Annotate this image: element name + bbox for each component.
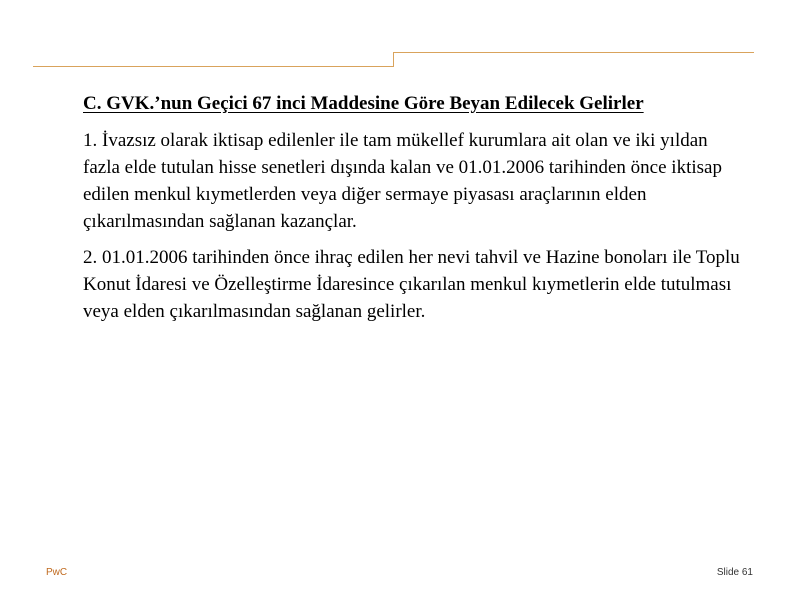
paragraph-2: 2. 01.01.2006 tarihinden önce ihraç edilen her nevi tahvil ve Hazine bonoları ile Toplu Konut İdaresi ve Özelleştirme İdaresince çıkarılan menkul kıymetlerin elde tutulması veya elden çıkarılmasından sağlanan gelirler. [83, 247, 740, 322]
header-divider-right [393, 52, 754, 53]
paragraph-1: 1. İvazsız olarak iktisap edilenler ile tam mükellef kurumlara ait olan ve iki yıldan fazla elde tutulan hisse senetleri dışında kalan ve 01.01.2006 tarihinden önce iktisap edilen menkul kıymetlerden veya diğer sermaye piyasası araçlarının elden çıkarılmasından sağlanan kazançlar. [83, 130, 722, 232]
slide-content [83, 91, 743, 334]
slide-heading: C. GVK.’nun Geçici 67 inci Maddesine Göre Beyan Edilecek Gelirler [83, 93, 644, 114]
footer-brand: PwC [46, 567, 68, 578]
slide-number: Slide 61 [716, 567, 753, 578]
header-divider-left [33, 66, 394, 67]
header-divider-step [393, 52, 394, 67]
